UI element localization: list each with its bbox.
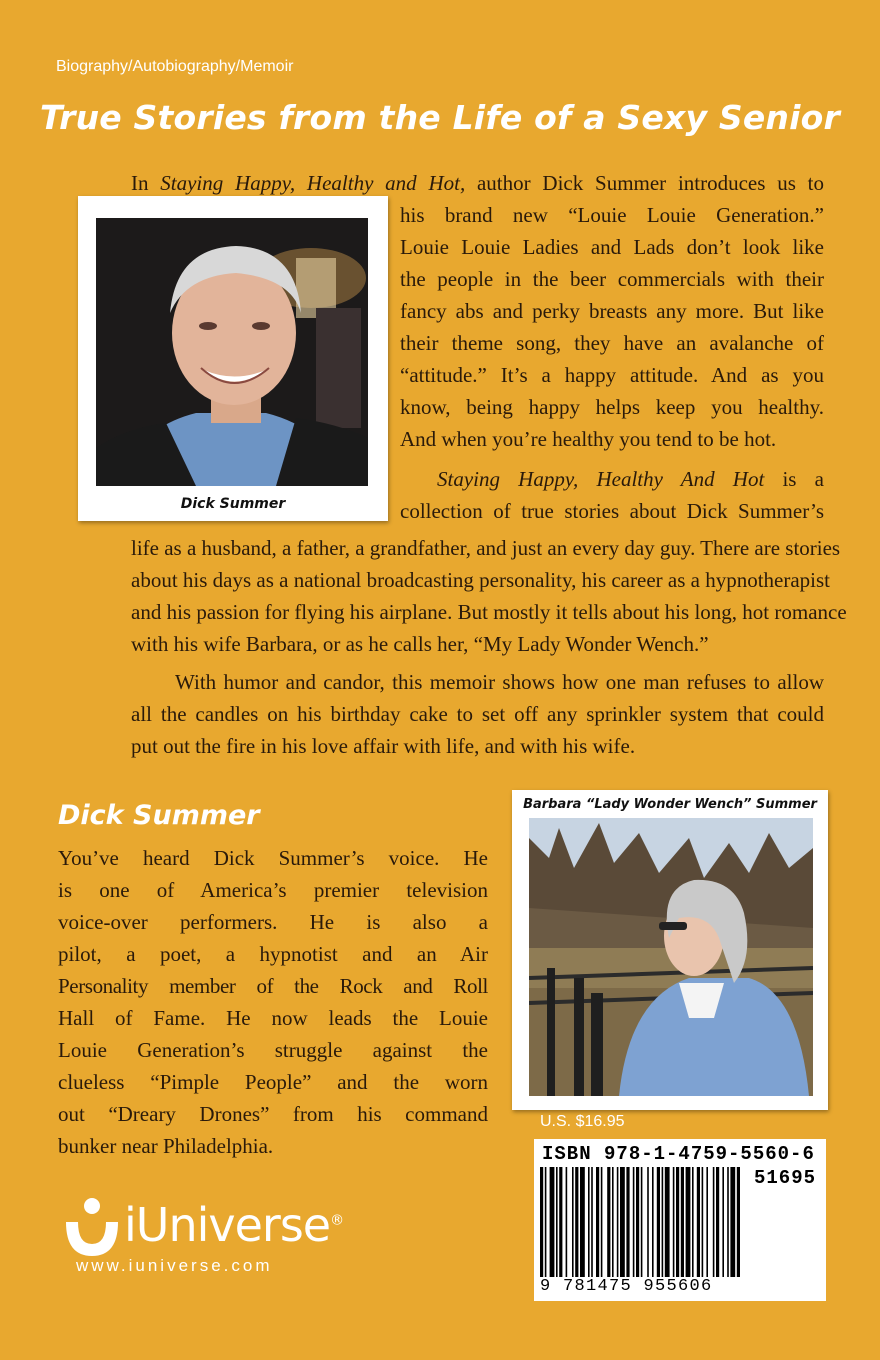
barcode-bar (540, 1167, 543, 1277)
barcode-bar (702, 1167, 704, 1277)
isbn-barcode (534, 1139, 826, 1301)
blurb-line: In Staying Happy, Healthy and Hot, author Dick Summer introduces us to (131, 171, 824, 195)
barcode-bar (620, 1167, 625, 1277)
bio-line: Louie Generation’s struggle against the (58, 1038, 488, 1062)
barcode-bar (636, 1167, 639, 1277)
blurb-line: And when you’re healthy you tend to be hot. (400, 427, 777, 451)
barcode-bar (697, 1167, 700, 1277)
bio-line: Hall of Fame. He now leads the Louie (58, 1006, 488, 1030)
author-photo-frame (78, 196, 388, 521)
barcode-bar (617, 1167, 619, 1277)
barcode-bar (588, 1167, 590, 1277)
barcode-bar (652, 1167, 654, 1277)
barcode-bar (633, 1167, 635, 1277)
barcode-bar (607, 1167, 610, 1277)
barcode-bar (681, 1167, 684, 1277)
bio-line: You’ve heard Dick Summer’s voice. He (58, 846, 488, 870)
wife-photo-caption: Barbara “Lady Wonder Wench” Summer (523, 797, 817, 812)
barcode-bar (716, 1167, 719, 1277)
bio-line: clueless “Pimple People” and the worn (58, 1070, 488, 1094)
barcode-bar (647, 1167, 649, 1277)
bio-line: pilot, a poet, a hypnotist and an Air (58, 942, 488, 966)
barcode-bar (556, 1167, 558, 1277)
barcode-bar (612, 1167, 614, 1277)
blurb-line: life as a husband, a father, a grandfather, and just an every day guy. There are stories (131, 536, 841, 560)
barcode-bar (665, 1167, 670, 1277)
barcode-bar (559, 1167, 562, 1277)
barcode-bar (730, 1167, 735, 1277)
wife-photo (529, 818, 813, 1096)
blurb-line: “attitude.” It’s a happy attitude. And as you (400, 363, 824, 387)
barcode-bar (662, 1167, 664, 1277)
blurb-line: put out the fire in his love affair with life, and with his wife. (131, 734, 636, 758)
headline: True Stories from the Life of a Sexy Senior (40, 98, 840, 137)
blurb-line: With humor and candor, this memoir shows how one man refuses to allow (175, 670, 824, 694)
barcode-bar (601, 1167, 603, 1277)
barcode-bar (545, 1167, 547, 1277)
wife-photo-frame (512, 790, 828, 1110)
blurb-line: know, being happy helps keep you healthy. (400, 395, 824, 419)
blurb-line: Louie Louie Ladies and Lads don’t look like (400, 235, 824, 259)
blurb-line: and his passion for flying his airplane. But mostly it tells about his long, hot romance (131, 600, 847, 624)
blurb-line: fancy abs and perky breasts any more. But like (400, 299, 824, 323)
barcode-bar (566, 1167, 568, 1277)
barcode-bar (596, 1167, 599, 1277)
barcode-bar (676, 1167, 679, 1277)
publisher-logo (62, 1196, 344, 1265)
blurb-line: the people in the beer commercials with their (400, 267, 824, 291)
barcode-bar (572, 1167, 574, 1277)
barcode-bar (713, 1167, 715, 1277)
blurb-line: all the candles on his birthday cake to set off any sprinkler system that could (131, 702, 824, 726)
publisher-url: www.iuniverse.com (76, 1256, 273, 1275)
barcode-bar (673, 1167, 675, 1277)
barcode-bar (575, 1167, 578, 1277)
isbn-label: ISBN 978-1-4759-5560-6 (542, 1143, 815, 1165)
barcode-bar (591, 1167, 593, 1277)
genre-label: Biography/Autobiography/Memoir (56, 58, 294, 75)
blurb-line: his brand new “Louie Louie Generation.” (400, 203, 824, 227)
barcode-bar (657, 1167, 660, 1277)
bio-line: Personality member of the Rock and Roll (58, 974, 488, 998)
barcode-bar (580, 1167, 585, 1277)
barcode-bars (540, 1167, 820, 1277)
bio-title: Dick Summer (58, 800, 260, 831)
author-photo (96, 218, 368, 486)
publisher-name: iUniverse® (124, 1198, 344, 1252)
blurb-line: collection of true stories about Dick Summer’s (400, 499, 824, 523)
bio-line: is one of America’s premier television (58, 878, 488, 902)
bio-line: out “Dreary Drones” from his command (58, 1102, 488, 1126)
blurb-line: Staying Happy, Healthy And Hot is a (437, 467, 824, 491)
barcode-bar (706, 1167, 708, 1277)
blurb-line: with his wife Barbara, or as he calls her, “My Lady Wonder Wench.” (131, 632, 709, 656)
bio-line: voice-over performers. He is also a (58, 910, 488, 934)
price-label: U.S. $16.95 (540, 1113, 625, 1130)
barcode-bar (737, 1167, 740, 1277)
barcode-bar (641, 1167, 643, 1277)
blurb-line: their theme song, they have an avalanche of (400, 331, 824, 355)
isbn-digits: 9 781475 955606 (540, 1277, 713, 1296)
author-photo-caption: Dick Summer (180, 496, 286, 512)
barcode-bar (686, 1167, 691, 1277)
barcode-bar (727, 1167, 729, 1277)
barcode-bar (550, 1167, 555, 1277)
barcode-bar (722, 1167, 724, 1277)
price-code: 51695 (753, 1167, 816, 1189)
barcode-bar (626, 1167, 629, 1277)
bio-line: bunker near Philadelphia. (58, 1134, 274, 1158)
barcode-bar (692, 1167, 694, 1277)
iuniverse-logo-icon (62, 1196, 122, 1260)
blurb-line: about his days as a national broadcasting personality, his career as a hypnotherapist (131, 568, 831, 592)
